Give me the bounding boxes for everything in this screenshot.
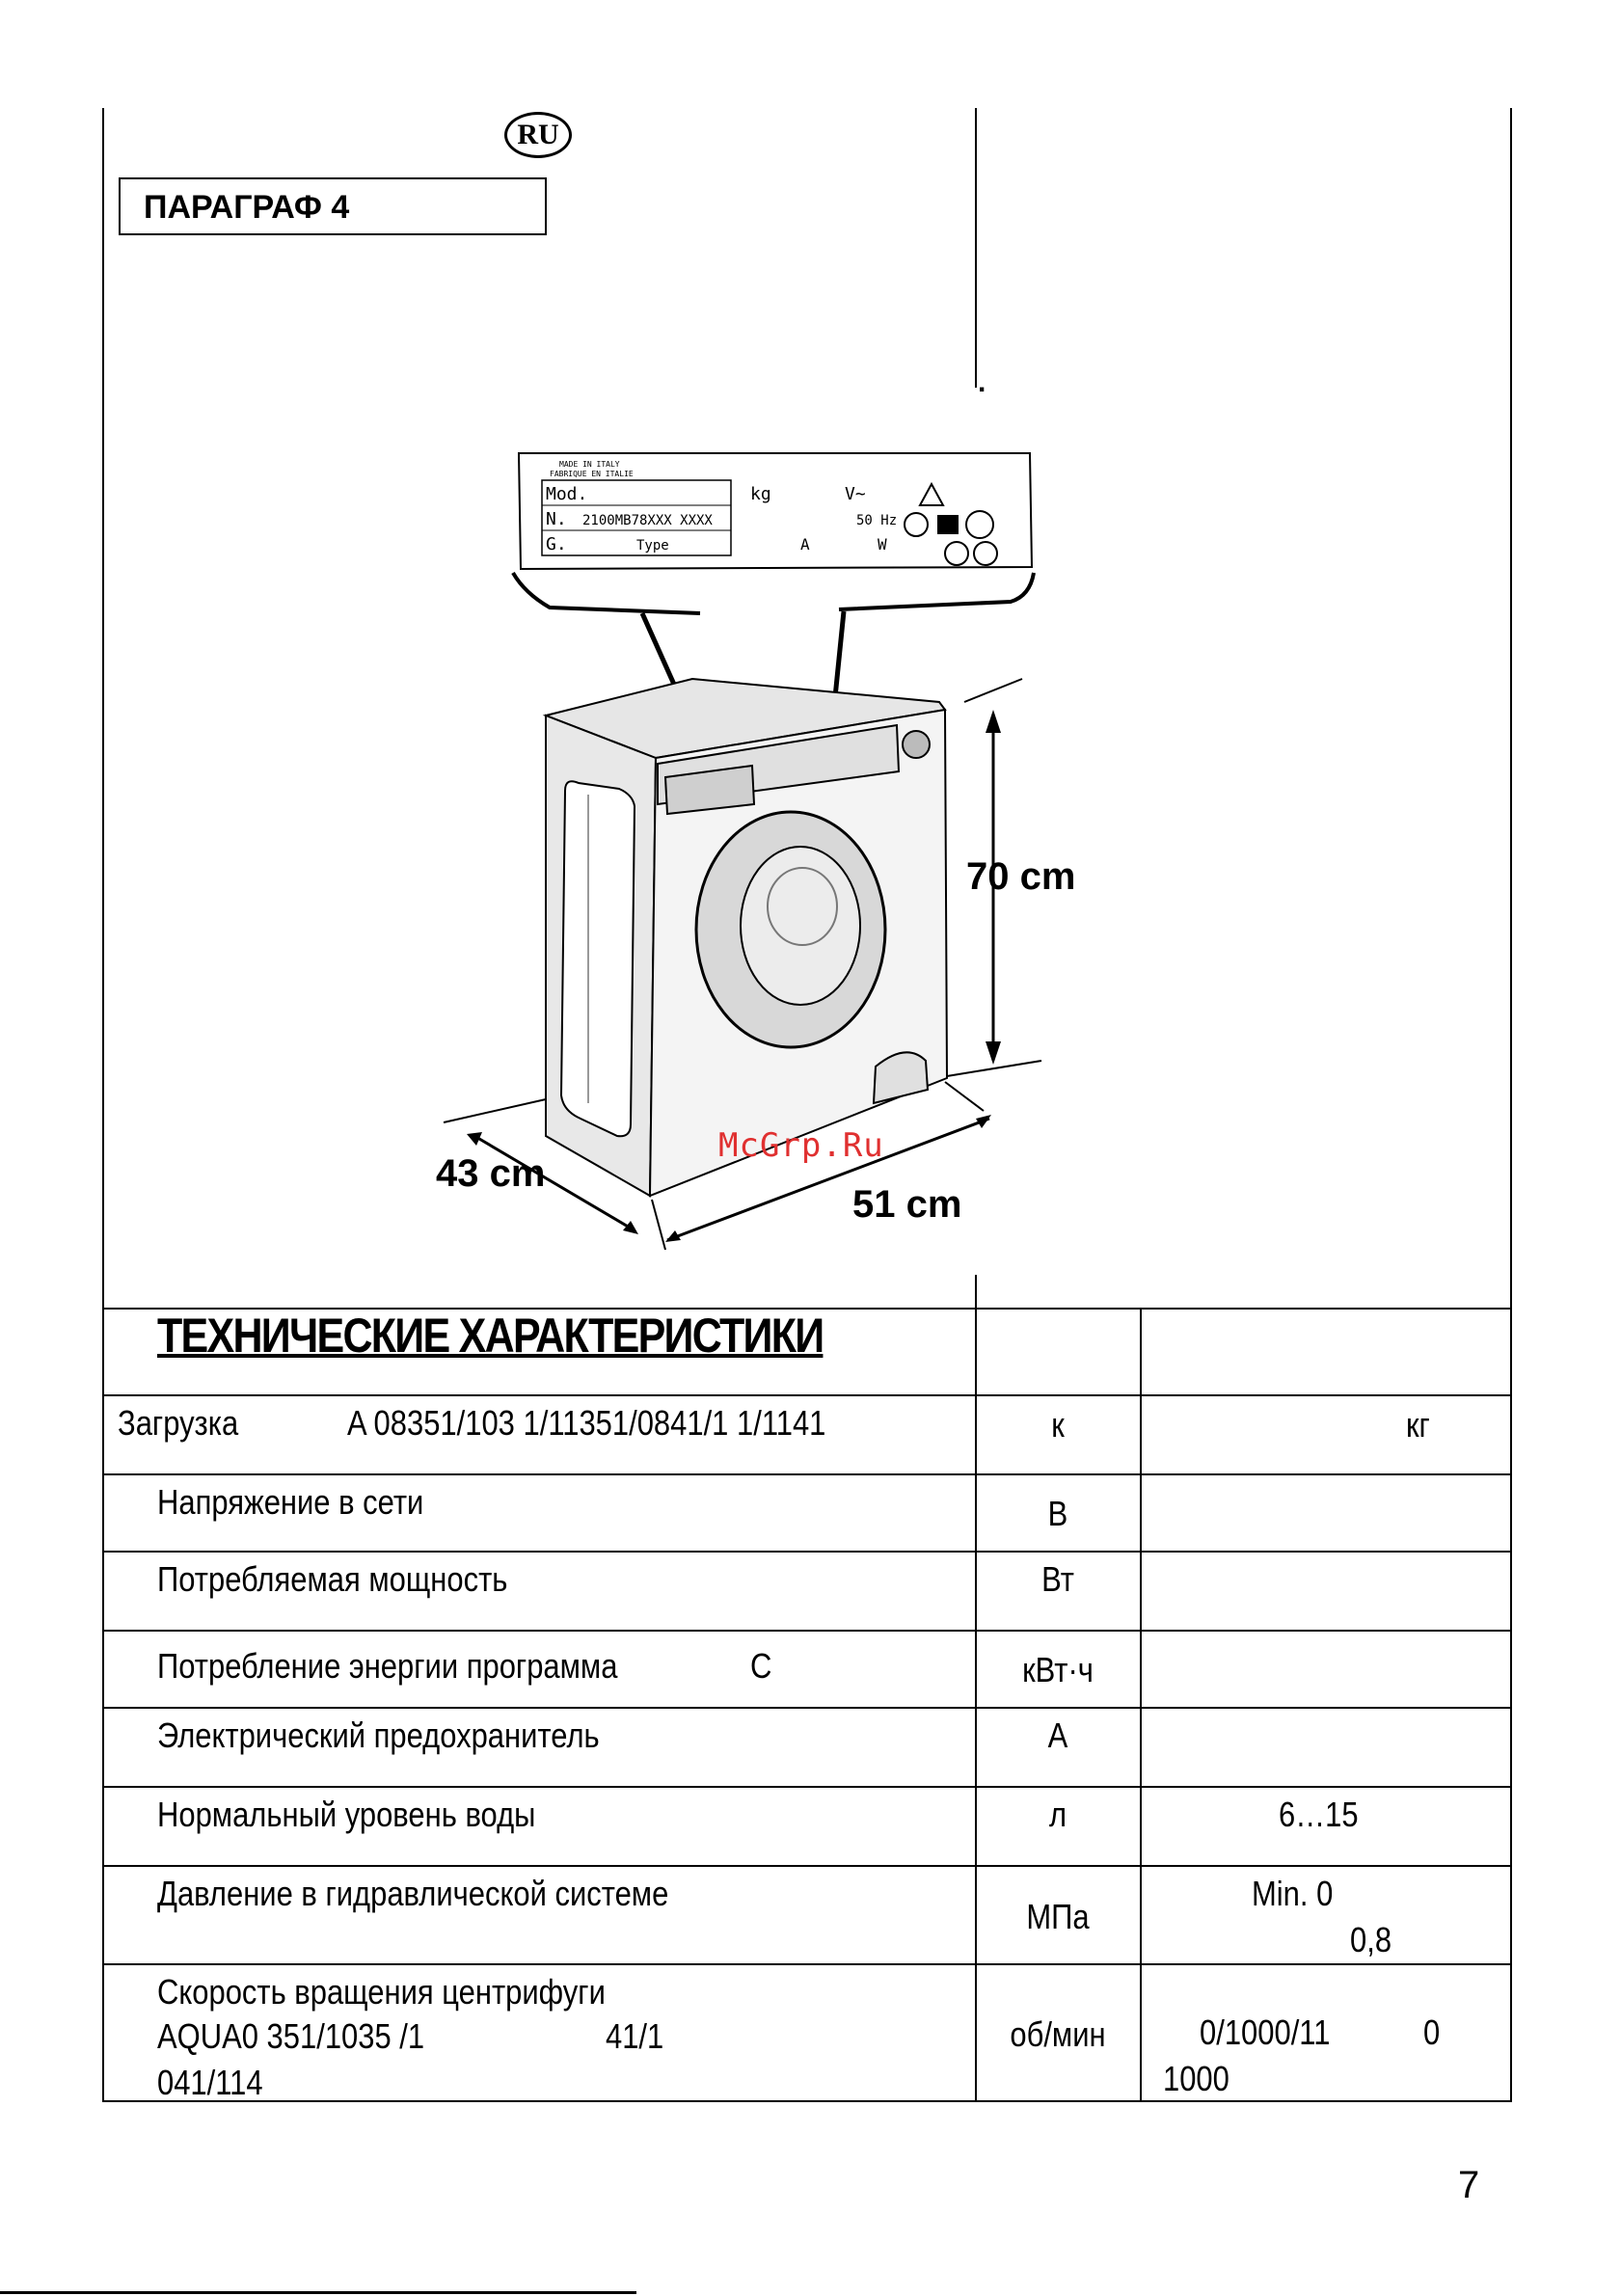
section-box xyxy=(119,177,547,235)
plate-mod: Mod. xyxy=(546,484,588,504)
table-row-divider xyxy=(102,1394,1512,1396)
spec-label-water-level: Нормальный уровень воды xyxy=(157,1795,536,1834)
section-title: ПАРАГРАФ 4 xyxy=(144,189,350,226)
table-col-divider-2 xyxy=(1140,1308,1142,2102)
plate-kg: kg xyxy=(750,484,771,504)
spec-label-power: Потребляемая мощность xyxy=(157,1559,508,1599)
table-row-divider xyxy=(102,1786,1512,1788)
right-border xyxy=(1510,108,1512,2102)
table-bottom-border xyxy=(102,2100,1512,2102)
spec-label-spin-models-a: AQUA0 351/1035 /1 xyxy=(157,2016,425,2056)
dimension-height-label: 70 cm xyxy=(966,855,1076,898)
certification-icon xyxy=(937,515,959,534)
table-row-divider xyxy=(102,1707,1512,1709)
table-row-divider xyxy=(102,1473,1512,1475)
specs-heading: ТЕХНИЧЕСКИЕ ХАРАКТЕРИСТИКИ xyxy=(157,1309,824,1363)
plate-serial: 2100MB78XXX XXXX xyxy=(582,513,713,528)
spec-unit-pressure: МПа xyxy=(1026,1897,1090,1936)
table-col-divider-1 xyxy=(975,1308,977,2102)
plate-hz: 50 Hz xyxy=(856,513,898,528)
spec-label-pressure: Давление в гидравлической системе xyxy=(157,1874,669,1913)
language-badge: RU xyxy=(504,112,572,158)
plate-a: A xyxy=(800,535,810,554)
plate-made-in: MADE IN ITALY xyxy=(559,460,620,469)
spec-value-pressure-min: Min. 0 xyxy=(1252,1874,1334,1913)
spec-value-spin-c: 1000 xyxy=(1163,2059,1229,2098)
spec-label-spin-models-b: 41/1 xyxy=(606,2016,664,2056)
spec-value-load: кг xyxy=(1406,1405,1430,1445)
table-row-divider xyxy=(102,1551,1512,1553)
spec-label-energy-program: С xyxy=(750,1646,772,1686)
spec-value-spin-b: 0 xyxy=(1423,2012,1441,2052)
plate-n: N. xyxy=(546,509,567,529)
rating-plate xyxy=(519,453,1032,569)
table-row-divider xyxy=(102,1630,1512,1632)
page-number: 7 xyxy=(1458,2164,1480,2206)
spec-unit-spin-speed: об/мин xyxy=(1010,2014,1106,2054)
table-row-divider xyxy=(102,1963,1512,1965)
plate-w: W xyxy=(878,535,887,554)
spec-value-spin-a: 0/1000/11 xyxy=(1200,2012,1331,2052)
spec-label-energy: Потребление энергии программа xyxy=(157,1646,618,1686)
program-knob-icon xyxy=(903,731,930,758)
dimension-width-label: 51 cm xyxy=(852,1183,962,1226)
spec-label-voltage: Напряжение в сети xyxy=(157,1482,424,1522)
spec-unit-power: Вт xyxy=(1041,1559,1074,1599)
table-row-divider xyxy=(102,1865,1512,1867)
spec-label-fuse: Электрический предохранитель xyxy=(157,1715,600,1755)
spec-label-spin-models-c: 041/114 xyxy=(157,2063,263,2102)
door-glass xyxy=(741,847,860,1005)
spec-unit-load: к xyxy=(1051,1405,1065,1445)
spec-models-load: A 08351/103 1/11351/0841/1 1/1141 xyxy=(347,1403,826,1443)
spec-label-spin-speed: Скорость вращения центрифуги xyxy=(157,1972,606,2012)
watermark: McGrp.Ru xyxy=(718,1126,884,1165)
left-border xyxy=(102,108,104,2102)
plate-g: G. xyxy=(546,534,567,554)
center-divider-top xyxy=(975,108,977,388)
plate-type: Type xyxy=(636,538,669,554)
dimension-depth-label: 43 cm xyxy=(436,1152,546,1195)
spec-label-load: Загрузка xyxy=(118,1403,239,1443)
center-divider-bottom xyxy=(975,1275,977,1310)
stray-dot: . xyxy=(978,366,986,398)
footer-line xyxy=(0,2291,636,2294)
spec-value-water-level: 6…15 xyxy=(1279,1795,1359,1834)
plate-v: V~ xyxy=(845,484,866,504)
spec-unit-water-level: л xyxy=(1048,1795,1067,1834)
spec-unit-energy: кВт·ч xyxy=(1022,1650,1094,1689)
plate-fabrique: FABRIQUE EN ITALIE xyxy=(550,470,634,478)
spec-unit-fuse: A xyxy=(1047,1715,1068,1755)
spec-value-pressure-max: 0,8 xyxy=(1350,1920,1392,1959)
spec-unit-voltage: В xyxy=(1047,1494,1068,1533)
